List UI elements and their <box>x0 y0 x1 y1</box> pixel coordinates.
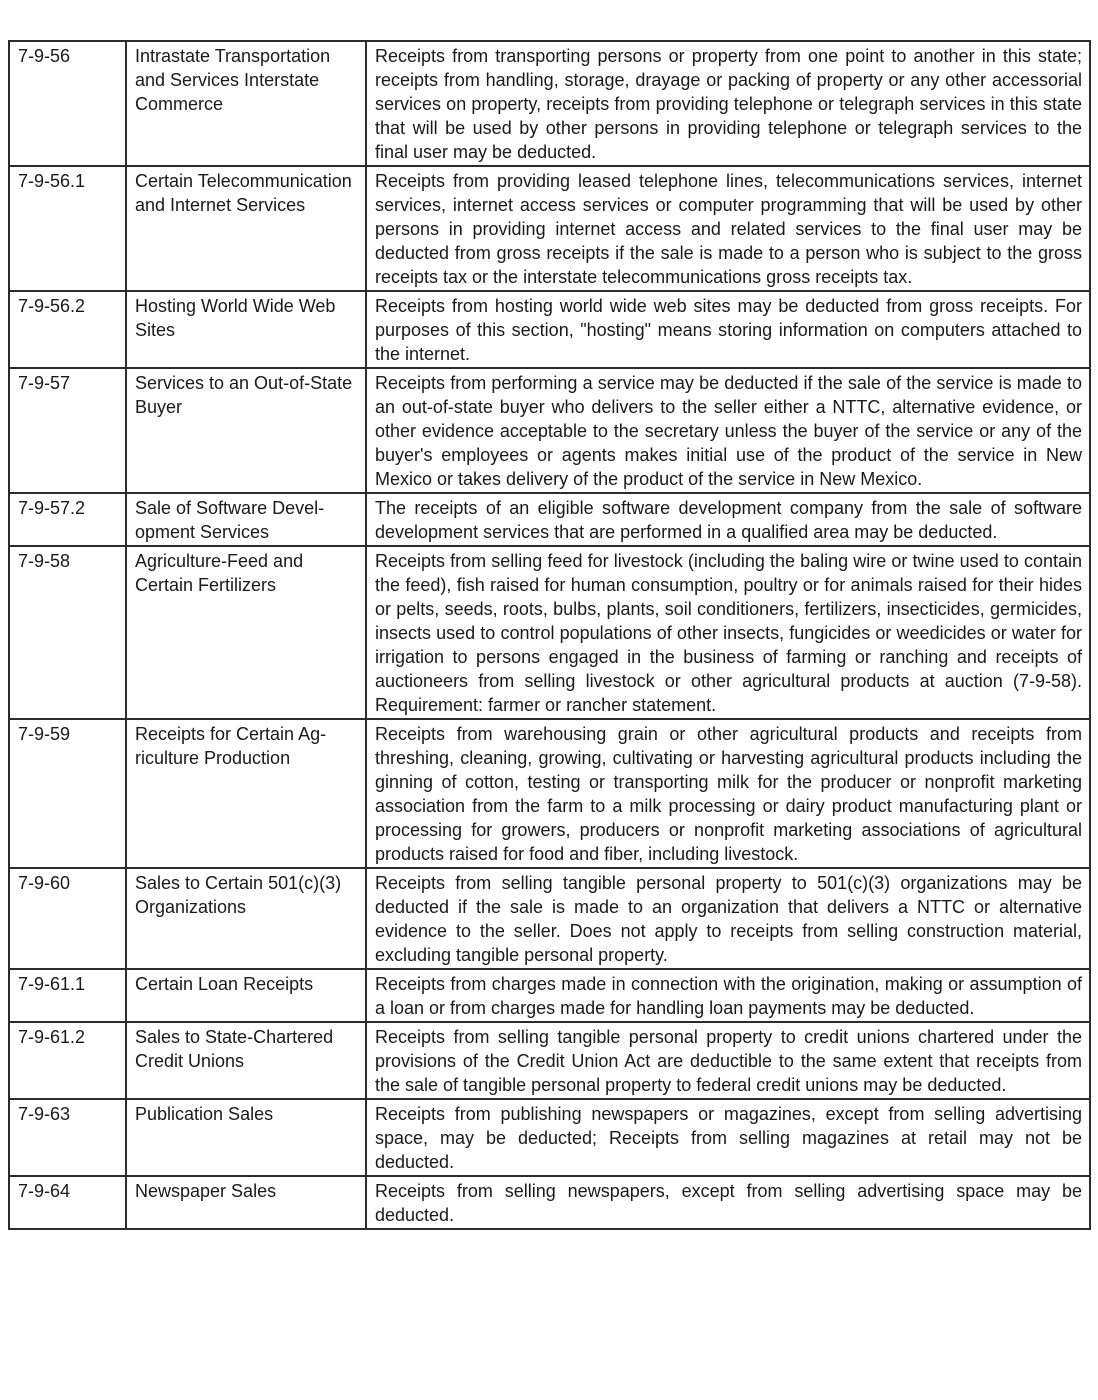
section-number: 7-9-56.1 <box>9 166 126 291</box>
deduction-title: Certain Loan Receipts <box>126 969 366 1022</box>
deduction-description: Receipts from performing a service may be deducted if the sale of the service is made to an out-of-state buyer who delivers to the seller either a NTTC, alternative evidence, or other evidence acceptable to the secretary unless the buyer of the service or any of the buyer's employees or agents makes initial use of the product of the service in New Mexico or takes delivery of the product of the service in New Mexico. <box>366 368 1090 493</box>
deduction-description: Receipts from selling newspapers, except from selling advertising space may be deducted. <box>366 1176 1090 1229</box>
section-number: 7-9-60 <box>9 868 126 969</box>
deduction-description: Receipts from warehousing grain or other agricultural products and receipts from threshing, cleaning, growing, cultivating or harvesting agricultural products including the ginning of cotton, testing or transporting milk for the producer or nonprofit marketing association from the farm to a milk processing or dairy product manufacturing plant or processing for growers, producers or nonprofit marketing associations of agricultural products raised for food and fiber, including livestock. <box>366 719 1090 868</box>
deduction-description: Receipts from selling feed for livestock (including the baling wire or twine used to contain the feed), fish raised for human consumption, poultry or for animals raised for their hides or pelts, seeds, roots, bulbs, plants, soil conditioners, fertilizers, insecticides, germicides, insects used to control populations of other insects, fungicides or weedicides or water for irrigation to persons engaged in the business of farming or ranching and receipts of auctioneers from selling livestock or other agricultural products at auction (7-9-58). Requirement: farmer or rancher statement. <box>366 546 1090 719</box>
deduction-title: Services to an Out-of-State Buyer <box>126 368 366 493</box>
deduction-title: Newspaper Sales <box>126 1176 366 1229</box>
deduction-title: Receipts for Certain Agriculture Production <box>126 719 366 868</box>
deduction-title: Sales to State-Chartered Credit Unions <box>126 1022 366 1099</box>
table-row <box>9 291 1090 368</box>
deduction-description: Receipts from hosting world wide web sites may be deducted from gross receipts. For purposes of this section, "hosting" means storing information on computers attached to the internet. <box>366 291 1090 368</box>
section-number: 7-9-59 <box>9 719 126 868</box>
table-row <box>9 493 1090 546</box>
deductions-table <box>8 40 1091 1230</box>
section-number: 7-9-61.1 <box>9 969 126 1022</box>
deduction-title: Sale of Software Development Services <box>126 493 366 546</box>
deduction-description: Receipts from providing leased telephone lines, telecommunications services, internet services, internet access services or computer programming that will be used by other persons in providing internet access and related services to the final user may be deducted from gross receipts if the sale is made to a person who is subject to the gross receipts tax or the interstate telecommunications gross receipts tax. <box>366 166 1090 291</box>
table-row <box>9 969 1090 1022</box>
deduction-description: Receipts from selling tangible personal property to credit unions chartered under the provisions of the Credit Union Act are deductible to the same extent that receipts from the sale of tangible personal property to federal credit unions may be deducted. <box>366 1022 1090 1099</box>
section-number: 7-9-57 <box>9 368 126 493</box>
deduction-description: Receipts from charges made in connection with the origination, making or assumption of a loan or from charges made for handling loan payments may be deducted. <box>366 969 1090 1022</box>
deduction-description: Receipts from selling tangible personal property to 501(c)(3) organizations may be deducted if the sale is made to an organization that delivers a NTTC or alternative evidence to the seller. Does not apply to receipts from selling construction material, excluding tangible personal property. <box>366 868 1090 969</box>
deductions-table-body <box>9 41 1090 1229</box>
table-row <box>9 41 1090 166</box>
section-number: 7-9-64 <box>9 1176 126 1229</box>
deduction-title: Certain Telecommunication and Internet Services <box>126 166 366 291</box>
deduction-description: Receipts from publishing newspapers or magazines, except from selling advertising space, may be deducted; Receipts from selling magazines at retail may not be deducted. <box>366 1099 1090 1176</box>
deduction-title: Intrastate Transportation and Services Interstate Commerce <box>126 41 366 166</box>
deduction-title: Agriculture-Feed and Certain Fertilizers <box>126 546 366 719</box>
deduction-description: The receipts of an eligible software development company from the sale of software development services that are performed in a qualified area may be deducted. <box>366 493 1090 546</box>
deduction-title: Hosting World Wide Web Sites <box>126 291 366 368</box>
section-number: 7-9-63 <box>9 1099 126 1176</box>
document-page <box>8 40 1091 1230</box>
table-row <box>9 166 1090 291</box>
table-row <box>9 1176 1090 1229</box>
table-row <box>9 368 1090 493</box>
table-row <box>9 1022 1090 1099</box>
deduction-title: Publication Sales <box>126 1099 366 1176</box>
table-row <box>9 868 1090 969</box>
table-row <box>9 719 1090 868</box>
deduction-title: Sales to Certain 501(c)(3) Organizations <box>126 868 366 969</box>
section-number: 7-9-56 <box>9 41 126 166</box>
section-number: 7-9-57.2 <box>9 493 126 546</box>
table-row <box>9 546 1090 719</box>
section-number: 7-9-58 <box>9 546 126 719</box>
section-number: 7-9-56.2 <box>9 291 126 368</box>
deduction-description: Receipts from transporting persons or property from one point to another in this state; receipts from handling, storage, drayage or packing of property or any other accessorial services on property, receipts from providing telephone or telegraph services in this state that will be used by other persons in providing telephone or telegraph services to the final user may be deducted. <box>366 41 1090 166</box>
table-row <box>9 1099 1090 1176</box>
section-number: 7-9-61.2 <box>9 1022 126 1099</box>
